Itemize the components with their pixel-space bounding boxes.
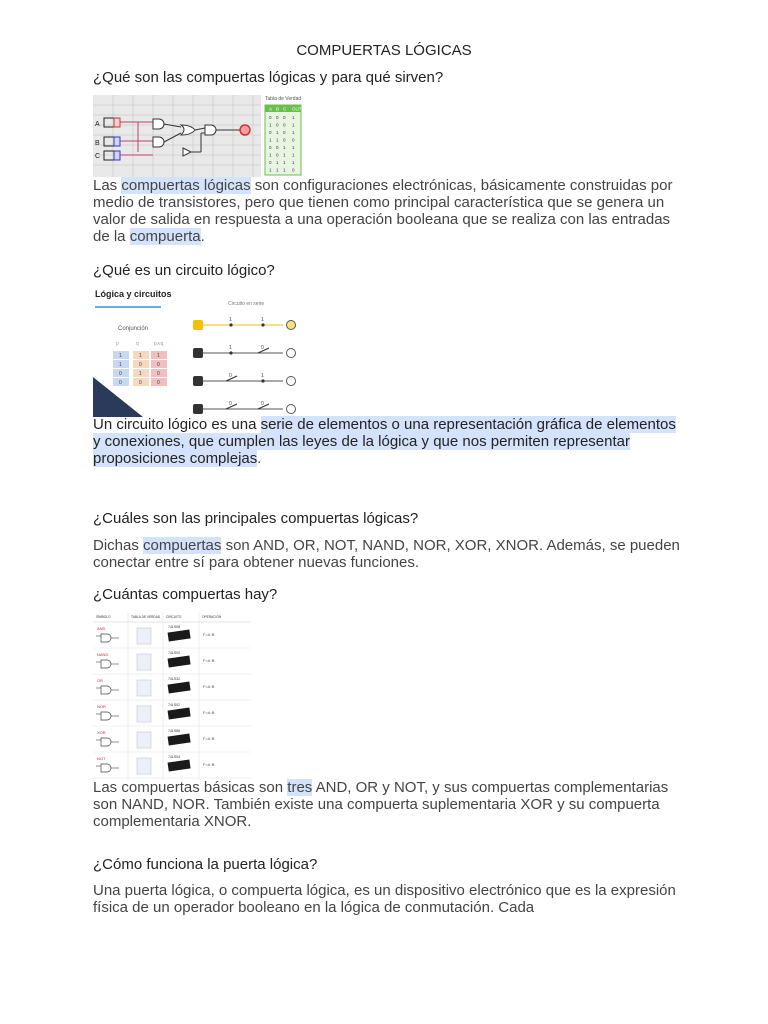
truth-table-cell: 1 <box>283 160 286 165</box>
operation-formula: F=A·B <box>203 632 215 637</box>
gate-name: XOR <box>97 730 106 735</box>
truth-table-cell: 0 <box>269 145 272 150</box>
question-logic-circuit: ¿Qué es un circuito lógico? <box>93 262 275 279</box>
truth-table-cell: 1 <box>292 122 295 128</box>
chip-name: 74LS02 <box>168 703 181 707</box>
gates-table-header: SÍMBOLO <box>96 615 111 619</box>
truth-table-cell: 1 <box>269 152 272 158</box>
bulb-icon <box>287 405 296 414</box>
conjunction-header: q <box>136 341 139 347</box>
input-label-b: B <box>95 140 100 147</box>
gates-table-figure <box>93 612 251 780</box>
page-title: COMPUERTAS LÓGICAS <box>296 42 472 59</box>
mini-truth-table <box>137 732 151 748</box>
highlight-compuertas: compuertas <box>143 537 222 554</box>
operation-formula: F=A·B <box>203 684 215 689</box>
mini-truth-table <box>137 680 151 696</box>
switch-label: 1 <box>229 345 232 351</box>
switch-label: 1 <box>229 317 232 323</box>
truth-table-cell: 1 <box>276 130 279 135</box>
conjunction-value: 0 <box>119 380 122 386</box>
bulb-icon <box>287 349 296 358</box>
highlight-tres: tres <box>287 779 313 796</box>
figure-heading: Lógica y circuitos <box>95 289 172 299</box>
truth-table-cell: 1 <box>283 167 286 173</box>
gate-name: NOT <box>97 756 106 761</box>
paragraph-circuit-definition: Un circuito lógico es una serie de elementos o una representación gráfica de elementos y conexiones, que cumplen las leyes de la lógica y que nos permiten representar proposiciones complejas. <box>93 416 676 467</box>
closed-switch <box>229 323 232 326</box>
chip-name: 74LS32 <box>168 677 181 681</box>
truth-table-cell: 0 <box>269 115 272 120</box>
highlight-compuerta: compuerta <box>129 228 201 245</box>
truth-table-cell: 0 <box>292 167 295 173</box>
conjunction-value: 0 <box>139 380 142 386</box>
truth-table-cell: 0 <box>269 160 272 165</box>
mini-truth-table <box>137 706 151 722</box>
truth-table-cell: 1 <box>283 152 286 158</box>
input-label-c: C <box>95 153 101 160</box>
conjunction-header: p∧q <box>154 341 164 347</box>
gates-table-header: CIRCUITO <box>166 615 182 619</box>
conjunction-value: 0 <box>157 380 160 386</box>
paragraph-gates-definition: Las compuertas lógicas son configuraciones electrónicas, básicamente construidas por medio de transistores, pero que tienen como principal característica que se genera un valor de salida en respuesta a una operación booleana que se realiza con las entradas de la compuerta. <box>93 177 673 245</box>
closed-switch <box>229 351 232 354</box>
battery-icon <box>193 348 203 358</box>
question-how-many-gates: ¿Cuántas compuertas hay? <box>93 586 278 603</box>
conjunction-value: 0 <box>119 371 122 377</box>
chip-name: 74LS86 <box>168 729 181 733</box>
bulb-icon <box>287 321 296 330</box>
conjunction-header: p <box>116 341 119 347</box>
closed-switch <box>261 323 264 326</box>
conjunction-value: 1 <box>119 353 122 359</box>
mini-truth-table <box>137 628 151 644</box>
switch-label: 1 <box>261 317 264 323</box>
highlight-circuit-definition: serie de elementos o una representación gráfica de elementos y conexiones, que cumplen las leyes de la lógica y que nos permiten representar proposiciones complejas <box>93 416 676 467</box>
bulb-icon <box>287 377 296 386</box>
operation-formula: F=A·B <box>203 762 215 767</box>
question-main-gates: ¿Cuáles son las principales compuertas lógicas? <box>93 510 419 527</box>
truth-table-cell: 0 <box>269 130 272 135</box>
conjunction-value: 0 <box>139 362 142 368</box>
conjunction-value: 1 <box>119 362 122 368</box>
truth-table-cell: 1 <box>292 130 295 135</box>
conjunction-value: 0 <box>157 362 160 368</box>
input-label-a: A <box>95 121 100 128</box>
mini-truth-table <box>137 758 151 774</box>
highlight-compuertas-logicas: compuertas lógicas <box>121 177 251 194</box>
truth-table-cell: 1 <box>292 115 295 120</box>
truth-table-cell: 1 <box>269 137 272 143</box>
truth-table-cell: 1 <box>292 145 295 150</box>
truth-table-header: B <box>276 106 280 112</box>
gates-table-header: OPERACIÓN <box>202 615 222 619</box>
conjunction-value: 0 <box>157 371 160 377</box>
truth-table-cell: 0 <box>283 122 286 128</box>
gate-name: NOR <box>97 704 106 709</box>
truth-table-header: OUT <box>292 106 302 112</box>
gate-name: NAND <box>97 652 109 657</box>
paragraph-main-gates: Dichas compuertas son AND, OR, NOT, NAND, NOR, XOR, XNOR. Además, se pueden conectar entre sí para obtener nuevas funciones. <box>93 537 680 571</box>
truth-table-title: Tabla de Verdad <box>265 96 302 102</box>
truth-table-cell: 1 <box>276 137 279 143</box>
mini-truth-table <box>137 654 151 670</box>
battery-icon <box>193 320 203 330</box>
gate-name: AND <box>97 626 106 631</box>
switch-label: 0 <box>229 401 232 407</box>
switch-label: 0 <box>261 345 264 351</box>
operation-formula: F=A·B <box>203 710 215 715</box>
truth-table-cell: 0 <box>283 115 286 120</box>
operation-formula: F=A·B <box>203 736 215 741</box>
operation-formula: F=A·B <box>203 658 215 663</box>
truth-table-cell: 1 <box>269 167 272 173</box>
truth-table-cell: 1 <box>292 160 295 165</box>
truth-table-cell: 1 <box>276 167 279 173</box>
switch-label: 0 <box>261 401 264 407</box>
logic-circuit-figure <box>93 95 303 177</box>
truth-table-cell: 0 <box>276 122 279 128</box>
truth-table-cell: 0 <box>292 137 295 143</box>
conjunction-value: 1 <box>139 371 142 377</box>
switch-label: 0 <box>229 373 232 379</box>
truth-table-cell: 0 <box>276 115 279 120</box>
chip-name: 74LS08 <box>168 625 181 629</box>
truth-table-cell: 1 <box>276 160 279 165</box>
truth-table-cell: 0 <box>283 137 286 143</box>
series-circuit-label: Circuito en serie <box>228 301 265 307</box>
question-what-are-gates: ¿Qué son las compuertas lógicas y para qué sirven? <box>93 69 444 86</box>
switch-label: 1 <box>261 373 264 379</box>
conjunction-value: 1 <box>139 353 142 359</box>
chip-name: 74LS00 <box>168 651 181 655</box>
truth-table-cell: 1 <box>269 122 272 128</box>
truth-table-cell: 0 <box>276 145 279 150</box>
battery-icon <box>193 404 203 414</box>
truth-table-cell: 0 <box>283 130 286 135</box>
truth-table-header: A <box>269 106 273 112</box>
paragraph-basic-gates: Las compuertas básicas son tres AND, OR y NOT, y sus compuertas complementarias son NAND, NOR. También existe una compuerta suplementaria XOR y su compuerta complementaria XNOR. <box>93 779 669 830</box>
truth-table-cell: 1 <box>292 152 295 158</box>
conjunction-label: Conjunción <box>118 326 149 332</box>
gate-name: OR <box>97 678 103 683</box>
chip-name: 74LS04 <box>168 755 181 759</box>
paragraph-gate-function: Una puerta lógica, o compuerta lógica, es un dispositivo electrónico que es la expresión física de un operador booleano en la lógica de conmutación. Cada <box>93 882 676 916</box>
truth-table-cell: 0 <box>276 152 279 158</box>
conjunction-value: 1 <box>157 353 160 359</box>
gates-table-header: TABLA DE VERDAD <box>131 615 161 619</box>
question-how-gate-works: ¿Cómo funciona la puerta lógica? <box>93 856 318 873</box>
closed-switch <box>261 379 264 382</box>
battery-icon <box>193 376 203 386</box>
logic-circuits-figure <box>93 285 303 417</box>
truth-table-cell: 1 <box>283 145 286 150</box>
truth-table-header: C <box>283 106 287 112</box>
